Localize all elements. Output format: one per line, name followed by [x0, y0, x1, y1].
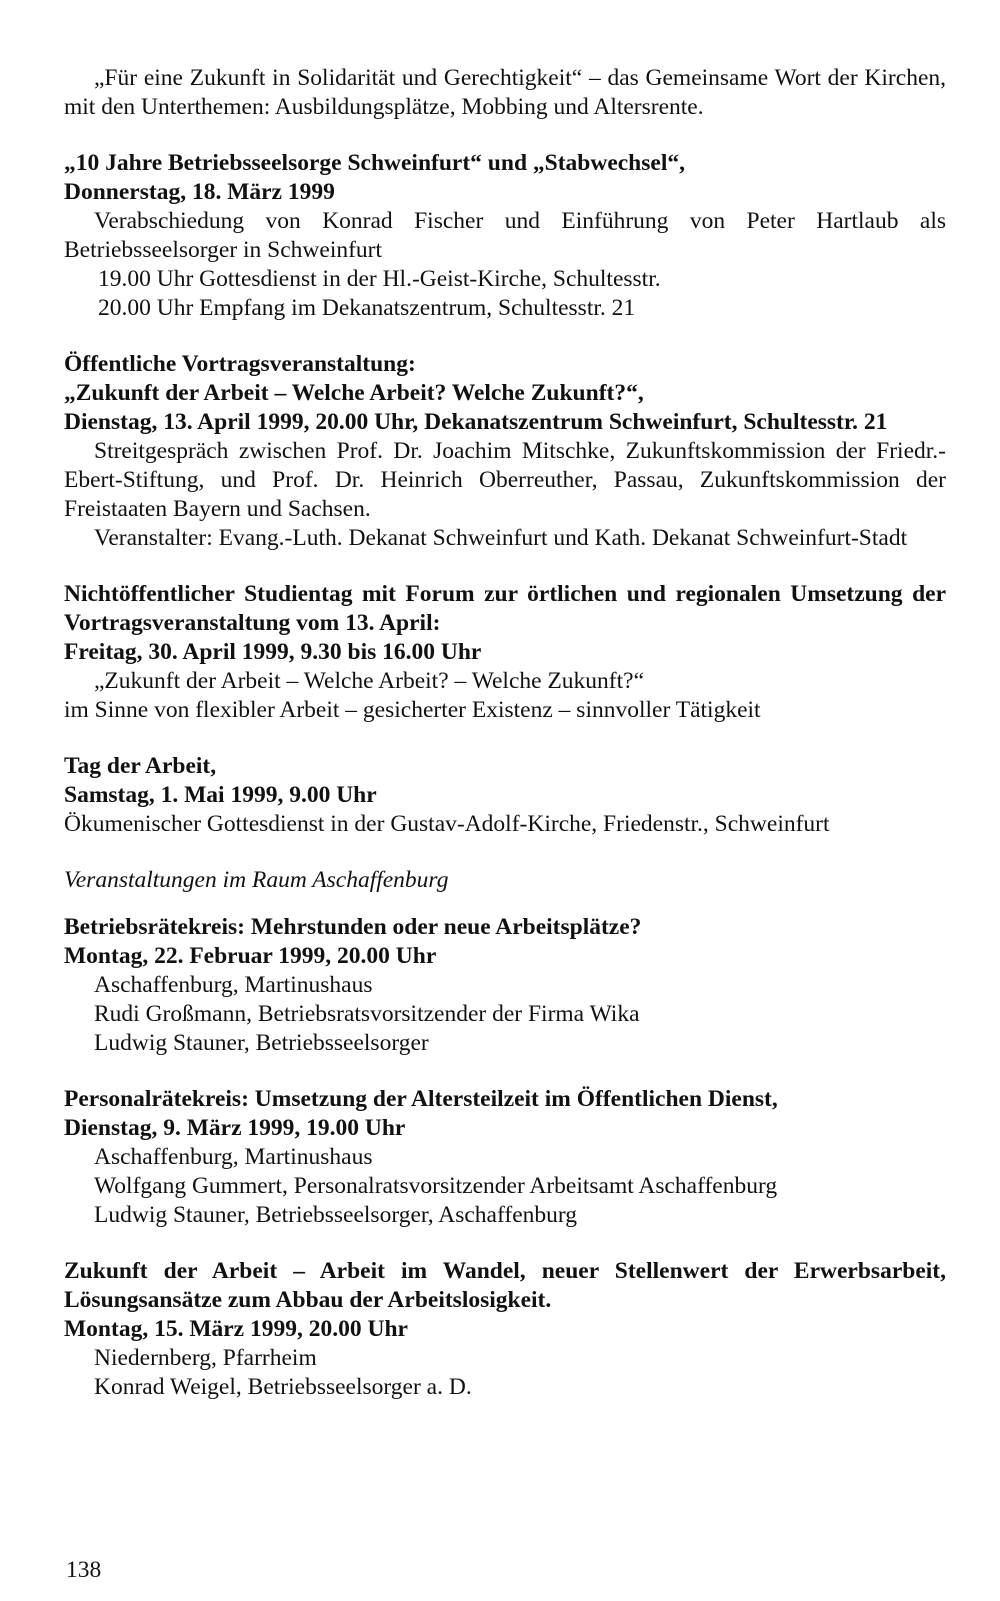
event-detail: Konrad Weigel, Betriebsseelsorger a. D. — [94, 1374, 472, 1400]
event-title: „10 Jahre Betriebsseelsorge Schweinfurt“ und „Stabwechsel“, — [64, 150, 685, 176]
event-title: Betriebsrätekreis: Mehrstunden oder neue Arbeitsplätze? — [64, 914, 642, 940]
event-date: Montag, 15. März 1999, 20.00 Uhr — [64, 1316, 408, 1342]
event-vortrag — [64, 350, 946, 553]
intro-paragraph: „Für eine Zukunft in Solidarität und Gerechtigkeit“ – das Gemeinsame Wort der Kirchen, mit den Unterthemen: Ausbildungsplätze, Mobbing und Altersrente. — [64, 65, 946, 120]
event-date: Freitag, 30. April 1999, 9.30 bis 16.00 Uhr — [64, 639, 482, 665]
event-date: Dienstag, 9. März 1999, 19.00 Uhr — [64, 1115, 406, 1141]
event-title: Tag der Arbeit, — [64, 753, 217, 779]
event-title: Zukunft der Arbeit – Arbeit im Wandel, neuer Stellenwert der Erwerbsarbeit, Lösungsansätze zum Abbau der Arbeitslosigkeit. — [64, 1258, 946, 1313]
event-subline: im Sinne von flexibler Arbeit – gesicherter Existenz – sinnvoller Tätigkeit — [64, 697, 761, 723]
event-date: Montag, 22. Februar 1999, 20.00 Uhr — [64, 943, 437, 969]
event-title: Öffentliche Vortragsveranstaltung: — [64, 351, 416, 377]
event-quote: „Zukunft der Arbeit – Welche Arbeit? – Welche Zukunft?“ — [94, 668, 645, 694]
event-detail: Aschaffenburg, Martinushaus — [94, 1144, 373, 1170]
event-title: „Zukunft der Arbeit – Welche Arbeit? Welche Zukunft?“, — [64, 380, 644, 406]
event-description: Streitgespräch zwischen Prof. Dr. Joachim Mitschke, Zukunftskommission der Friedr.-Ebert-Stiftung, und Prof. Dr. Heinrich Oberreuther, Passau, Zukunftskommission der Freistaaten Bayern und Sachsen. — [64, 438, 946, 522]
event-betriebsseelsorge — [64, 149, 946, 323]
event-description: Ökumenischer Gottesdienst in der Gustav-Adolf-Kirche, Friedenstr., Schweinfurt — [64, 811, 830, 837]
event-description: Verabschiedung von Konrad Fischer und Einführung von Peter Hartlaub als Betriebsseelsorger in Schweinfurt — [64, 208, 946, 263]
event-detail: Ludwig Stauner, Betriebsseelsorger, Aschaffenburg — [94, 1202, 578, 1228]
event-date: Dienstag, 13. April 1999, 20.00 Uhr, Dekanatszentrum Schweinfurt, Schultesstr. 21 — [64, 409, 888, 435]
page-number: 138 — [66, 1557, 102, 1583]
event-date: Samstag, 1. Mai 1999, 9.00 Uhr — [64, 782, 377, 808]
event-title: Nichtöffentlicher Studientag mit Forum zur örtlichen und regionalen Umsetzung der Vortragsveranstaltung vom 13. April: — [64, 581, 946, 636]
event-detail: Niedernberg, Pfarrheim — [94, 1345, 317, 1371]
event-personalraete — [64, 1085, 946, 1230]
event-detail: Ludwig Stauner, Betriebsseelsorger — [94, 1030, 429, 1056]
event-detail: Rudi Großmann, Betriebsratsvorsitzender der Firma Wika — [94, 1001, 640, 1027]
event-organizer: Veranstalter: Evang.-Luth. Dekanat Schweinfurt und Kath. Dekanat Schweinfurt-Stadt — [94, 525, 908, 551]
event-betriebsraete — [64, 913, 946, 1058]
event-detail: Wolfgang Gummert, Personalratsvorsitzender Arbeitsamt Aschaffenburg — [94, 1173, 778, 1199]
section-heading: Veranstaltungen im Raum Aschaffenburg — [64, 867, 449, 893]
event-detail: Aschaffenburg, Martinushaus — [94, 972, 373, 998]
page-content — [64, 64, 946, 1402]
schedule-item: 20.00 Uhr Empfang im Dekanatszentrum, Schultesstr. 21 — [98, 295, 636, 321]
event-tag-der-arbeit — [64, 752, 946, 839]
schedule-item: 19.00 Uhr Gottesdienst in der Hl.-Geist-Kirche, Schultesstr. — [98, 266, 661, 292]
event-date: Donnerstag, 18. März 1999 — [64, 179, 335, 205]
event-title: Personalrätekreis: Umsetzung der Altersteilzeit im Öffentlichen Dienst, — [64, 1086, 778, 1112]
event-zukunft-der-arbeit — [64, 1257, 946, 1402]
event-studientag — [64, 580, 946, 725]
